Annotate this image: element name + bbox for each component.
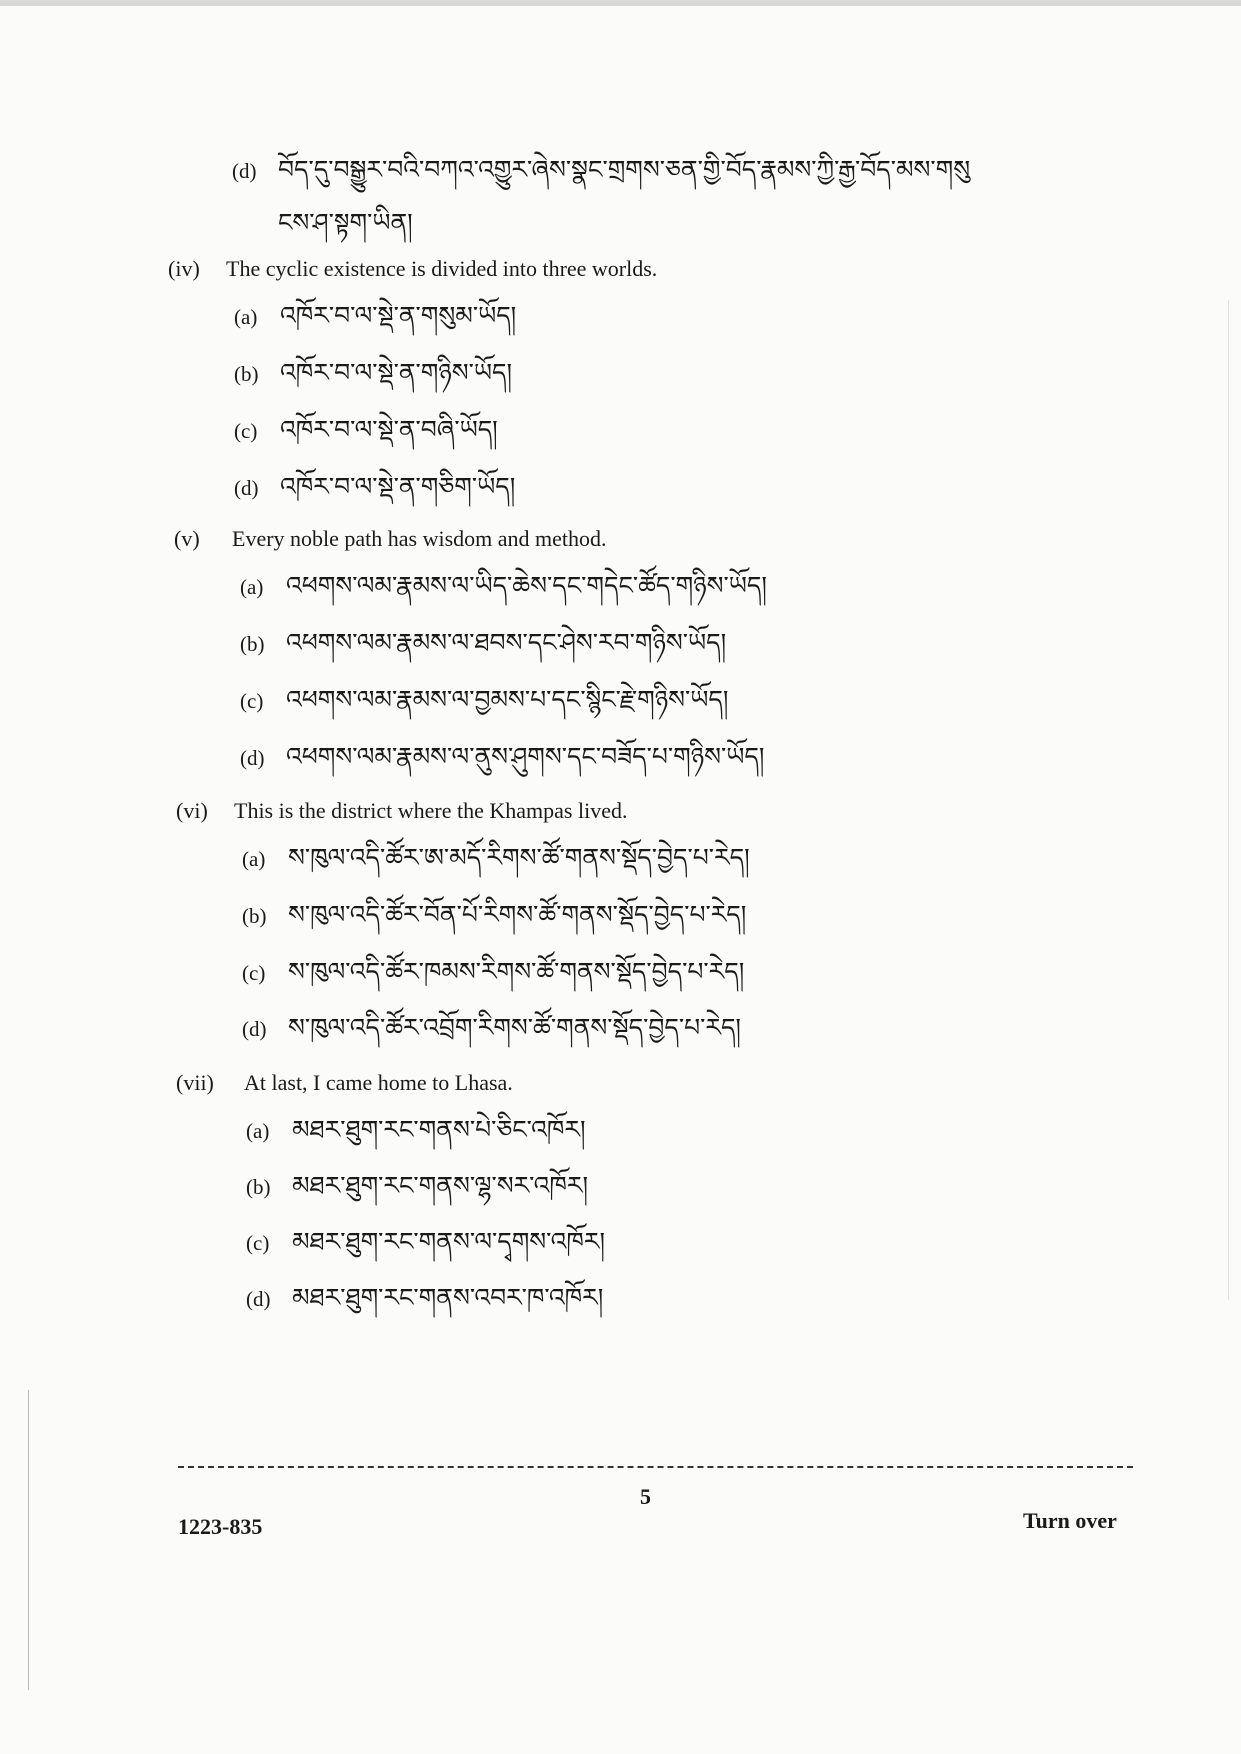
- option-text: འཕགས་ལམ་རྣམས་ལ་བྱམས་པ་དང་སྙིང་རྗེ་གཉིས་ཡོད།: [286, 685, 729, 714]
- option-vii-b: [246, 1164, 588, 1208]
- option-label: (b): [242, 904, 267, 928]
- option-label: (d): [246, 1287, 271, 1311]
- carryover-option: [232, 152, 970, 188]
- option-vi-c: [242, 950, 744, 994]
- option-label: (c): [240, 689, 264, 713]
- option-vii-c: [246, 1220, 605, 1264]
- question-prompt: This is the district where the Khampas lived.: [234, 798, 628, 823]
- question-prompt: The cyclic existence is divided into three worlds.: [226, 256, 658, 281]
- option-label: (b): [240, 632, 265, 656]
- option-text: འཕགས་ལམ་རྣམས་ལ་ཡིད་ཆེས་དང་གདེང་ཚོད་གཉིས་ཡོད།: [286, 571, 767, 600]
- question-vii: [176, 1070, 513, 1096]
- option-label: (d): [232, 159, 257, 183]
- option-label: (a): [234, 305, 258, 329]
- question-vi: [176, 798, 627, 824]
- option-text: ས་ཁུལ་འདི་ཚོར་འབྲོག་རིགས་ཚོ་གནས་སྡོད་བྱེད་པ་རེད།: [288, 1013, 741, 1042]
- option-text: ས་ཁུལ་འདི་ཚོར་ཁམས་རིགས་ཚོ་གནས་སྡོད་བྱེད་པ་རེད།: [288, 957, 745, 986]
- option-vi-b: [242, 893, 746, 937]
- footer-divider: [178, 1466, 1133, 1468]
- option-iv-c: [234, 408, 498, 452]
- option-text: འཁོར་བ་ལ་སྡེ་ན་གསུམ་ཡོད།: [280, 301, 517, 330]
- option-label: (a): [246, 1119, 270, 1143]
- question-number: (vii): [176, 1070, 214, 1095]
- option-label: (a): [242, 847, 266, 871]
- option-text: མཐར་ཐུག་རང་གནས་པེ་ཅིང་འཁོར།: [292, 1115, 586, 1144]
- question-number: (v): [174, 526, 200, 551]
- turn-over-note: Turn over: [1023, 1508, 1117, 1533]
- option-text: ས་ཁུལ་འདི་ཚོར་ཨ་མདོ་རིགས་ཚོ་གནས་སྡོད་བྱེད་པ་རེད།: [288, 843, 750, 872]
- option-v-c: [240, 678, 728, 722]
- question-number: (iv): [168, 256, 200, 281]
- option-text: འཁོར་བ་ལ་སྡེ་ན་གཉིས་ཡོད།: [280, 358, 513, 387]
- question-v: [174, 526, 607, 552]
- option-label: (d): [234, 476, 259, 500]
- option-text: མཐར་ཐུག་རང་གནས་འབར་ཁ་འཁོར།: [292, 1283, 604, 1312]
- page-number: 5: [640, 1484, 651, 1509]
- option-vi-a: [242, 836, 750, 880]
- option-iv-a: [234, 294, 516, 338]
- option-label: (c): [242, 961, 266, 985]
- option-iv-d: [234, 465, 515, 509]
- option-text: མཐར་ཐུག་རང་གནས་ལ་དྭགས་འཁོར།: [292, 1227, 606, 1256]
- option-label: (d): [240, 746, 265, 770]
- question-iv: [168, 256, 657, 282]
- question-prompt: At last, I came home to Lhasa.: [244, 1070, 513, 1095]
- question-prompt: Every noble path has wisdom and method.: [232, 526, 607, 551]
- option-label: (b): [246, 1175, 271, 1199]
- option-v-b: [240, 621, 726, 665]
- option-text-continued: ངས་ཤ་སྟག་ཡིན།: [278, 208, 413, 237]
- option-iv-b: [234, 351, 512, 395]
- option-text: འཁོར་བ་ལ་སྡེ་ན་གཅིག་ཡོད།: [280, 472, 516, 501]
- option-v-a: [240, 564, 767, 608]
- option-text: འཕགས་ལམ་རྣམས་ལ་ནུས་ཤུགས་དང་བཟོད་པ་གཉིས་ཡོད།: [286, 742, 765, 771]
- option-label: (c): [234, 419, 258, 443]
- option-label: (c): [246, 1231, 270, 1255]
- option-text: ས་ཁུལ་འདི་ཚོར་བོན་པོ་རིགས་ཚོ་གནས་སྡོད་བྱེད་པ་རེད།: [288, 900, 747, 929]
- option-vi-d: [242, 1006, 741, 1050]
- option-vii-a: [246, 1108, 586, 1152]
- option-v-d: [240, 735, 764, 779]
- paper-code: 1223-835: [178, 1514, 263, 1539]
- option-label: (b): [234, 362, 259, 386]
- option-label: (d): [242, 1017, 267, 1041]
- option-vii-d: [246, 1276, 603, 1320]
- option-text: འཁོར་བ་ལ་སྡེ་ན་བཞི་ཡོད།: [280, 415, 498, 444]
- question-number: (vi): [176, 798, 208, 823]
- option-text: བོད་དུ་བསྒྱུར་བའི་བཀའ་འགྱུར་ཞེས་སྣང་གྲགས་ཅན་གྱི་བོད་རྣམས་ཀྱི་རྒྱ་བོད་མས་གསུ: [278, 155, 971, 184]
- option-text: འཕགས་ལམ་རྣམས་ལ་ཐབས་དང་ཤེས་རབ་གཉིས་ཡོད།: [286, 628, 727, 657]
- option-label: (a): [240, 575, 264, 599]
- option-text: མཐར་ཐུག་རང་གནས་ལྷ་སར་འཁོར།: [292, 1171, 589, 1200]
